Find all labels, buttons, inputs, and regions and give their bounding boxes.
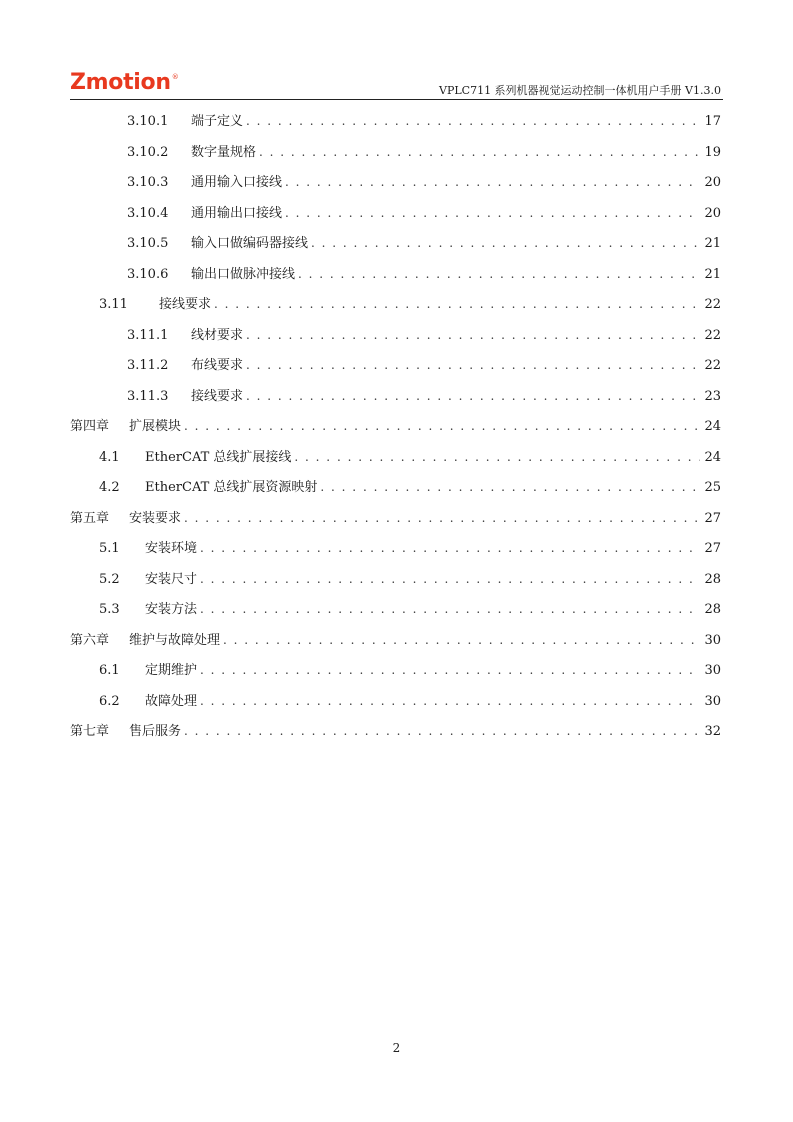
toc-entry-title: 安装尺寸 bbox=[145, 571, 198, 587]
dot-leader bbox=[259, 143, 700, 161]
toc-entry-number: 3.11.2 bbox=[127, 358, 169, 373]
toc-entry-page: 22 bbox=[704, 297, 721, 312]
toc-entry-4-1[interactable] bbox=[99, 448, 721, 466]
toc-entry-3-10-2[interactable] bbox=[127, 143, 721, 161]
toc-entry-number: 3.11.3 bbox=[127, 388, 169, 404]
toc-entry-number: 3.10.5 bbox=[127, 236, 169, 251]
toc-entry-page: 28 bbox=[704, 571, 721, 587]
toc-entry-title: 接线要求 bbox=[159, 297, 212, 312]
toc-entry-3-10-5[interactable] bbox=[127, 234, 721, 252]
toc-entry-number: 3.11.1 bbox=[127, 327, 169, 343]
toc-entry-6-1[interactable] bbox=[99, 661, 721, 679]
toc-entry-title: 安装环境 bbox=[145, 541, 198, 556]
toc-entry-5-1[interactable] bbox=[99, 539, 721, 557]
toc-entry-number: 5.2 bbox=[99, 571, 120, 587]
toc-entry-number: 第五章 bbox=[70, 510, 110, 526]
dot-leader bbox=[200, 661, 700, 679]
toc-entry-page: 28 bbox=[704, 602, 721, 617]
toc-entry-3-10-3[interactable] bbox=[127, 173, 721, 191]
toc-entry-title: 数字量规格 bbox=[191, 144, 257, 160]
toc-entry-3-10-4[interactable] bbox=[127, 204, 721, 222]
toc-entry-chapter-5[interactable] bbox=[70, 509, 721, 527]
dot-leader bbox=[246, 387, 700, 405]
toc-entry-title: 线材要求 bbox=[191, 327, 244, 343]
toc-entry-title: 售后服务 bbox=[129, 724, 182, 739]
toc-entry-chapter-6[interactable] bbox=[70, 631, 721, 649]
dot-leader bbox=[214, 295, 700, 313]
logo-text: Zmotion bbox=[70, 70, 171, 95]
toc-entry-page: 21 bbox=[704, 266, 721, 282]
toc-entry-number: 第六章 bbox=[70, 632, 110, 648]
toc-entry-chapter-4[interactable] bbox=[70, 417, 721, 435]
toc-entry-title: 通用输出口接线 bbox=[191, 205, 283, 221]
toc-entry-title: 维护与故障处理 bbox=[129, 632, 221, 648]
toc-entry-5-3[interactable] bbox=[99, 600, 721, 618]
toc-entry-3-11-2[interactable] bbox=[127, 356, 721, 374]
toc-entry-title: 布线要求 bbox=[191, 358, 244, 373]
dot-leader bbox=[184, 722, 700, 740]
toc-entry-title: 安装方法 bbox=[145, 602, 198, 617]
toc-entry-page: 30 bbox=[704, 693, 721, 709]
zmotion-logo bbox=[70, 70, 178, 95]
toc-entry-page: 23 bbox=[704, 388, 721, 404]
toc-entry-number: 4.2 bbox=[99, 480, 120, 495]
toc-entry-6-2[interactable] bbox=[99, 692, 721, 710]
toc-entry-number: 3.11 bbox=[99, 297, 128, 312]
toc-entry-page: 22 bbox=[704, 327, 721, 343]
registered-mark: ® bbox=[171, 73, 179, 81]
toc-entry-page: 27 bbox=[704, 541, 721, 556]
toc-entry-chapter-7[interactable] bbox=[70, 722, 721, 740]
dot-leader bbox=[184, 417, 700, 435]
toc-entry-number: 3.10.4 bbox=[127, 205, 169, 221]
toc-entry-number: 3.10.1 bbox=[127, 114, 169, 129]
toc-entry-title: 输入口做编码器接线 bbox=[191, 236, 309, 251]
toc-entry-title: 安装要求 bbox=[129, 510, 182, 526]
toc-entry-number: 3.10.3 bbox=[127, 175, 169, 190]
toc-entry-page: 27 bbox=[704, 510, 721, 526]
dot-leader bbox=[285, 173, 700, 191]
page-number: 2 bbox=[392, 1041, 401, 1055]
dot-leader bbox=[298, 265, 700, 283]
toc-entry-number: 3.10.6 bbox=[127, 266, 169, 282]
toc-entry-page: 19 bbox=[704, 144, 721, 160]
toc-entry-page: 30 bbox=[704, 663, 721, 678]
toc-entry-page: 17 bbox=[704, 114, 721, 129]
toc-entry-title: 故障处理 bbox=[145, 693, 198, 709]
toc-entry-title: 端子定义 bbox=[191, 114, 244, 129]
dot-leader bbox=[184, 509, 700, 527]
toc-entry-title: 接线要求 bbox=[191, 388, 244, 404]
toc-entry-title: 定期维护 bbox=[145, 663, 198, 678]
dot-leader bbox=[246, 112, 700, 130]
header-rule bbox=[70, 99, 723, 100]
dot-leader bbox=[294, 448, 700, 466]
toc-entry-title: EtherCAT 总线扩展资源映射 bbox=[145, 480, 318, 495]
toc-entry-3-11-1[interactable] bbox=[127, 326, 721, 344]
toc-entry-page: 30 bbox=[704, 632, 721, 648]
toc-entry-number: 3.10.2 bbox=[127, 144, 169, 160]
toc-entry-page: 32 bbox=[704, 724, 721, 739]
dot-leader bbox=[200, 570, 700, 588]
toc-entry-number: 第四章 bbox=[70, 419, 110, 434]
toc-entry-page: 24 bbox=[704, 449, 721, 465]
dot-leader bbox=[285, 204, 700, 222]
dot-leader bbox=[320, 478, 700, 496]
toc-entry-3-10-6[interactable] bbox=[127, 265, 721, 283]
toc-entry-number: 5.1 bbox=[99, 541, 120, 556]
toc-entry-3-10-1[interactable] bbox=[127, 112, 721, 130]
toc-entry-number: 6.1 bbox=[99, 663, 120, 678]
toc-entry-5-2[interactable] bbox=[99, 570, 721, 588]
toc-entry-number: 5.3 bbox=[99, 602, 120, 617]
dot-leader bbox=[200, 539, 700, 557]
toc-entry-page: 20 bbox=[704, 205, 721, 221]
document-title: VPLC711 系列机器视觉运动控制一体机用户手册 V1.3.0 bbox=[439, 84, 721, 97]
dot-leader bbox=[223, 631, 700, 649]
toc-entry-3-11-3[interactable] bbox=[127, 387, 721, 405]
toc-entry-page: 25 bbox=[704, 480, 721, 495]
dot-leader bbox=[200, 692, 700, 710]
toc-entry-page: 21 bbox=[704, 236, 721, 251]
toc-entry-4-2[interactable] bbox=[99, 478, 721, 496]
dot-leader bbox=[246, 356, 700, 374]
toc-entry-page: 20 bbox=[704, 175, 721, 190]
toc-entry-page: 24 bbox=[704, 419, 721, 434]
toc-entry-number: 第七章 bbox=[70, 724, 110, 739]
toc-entry-page: 22 bbox=[704, 358, 721, 373]
dot-leader bbox=[200, 600, 700, 618]
toc-entry-3-11[interactable] bbox=[99, 295, 721, 313]
toc-entry-title: EtherCAT 总线扩展接线 bbox=[145, 449, 292, 465]
toc-entry-title: 扩展模块 bbox=[129, 419, 182, 434]
toc-entry-title: 通用输入口接线 bbox=[191, 175, 283, 190]
toc-entry-number: 4.1 bbox=[99, 449, 120, 465]
dot-leader bbox=[246, 326, 700, 344]
toc-entry-number: 6.2 bbox=[99, 693, 120, 709]
dot-leader bbox=[311, 234, 700, 252]
toc-entry-title: 输出口做脉冲接线 bbox=[191, 266, 296, 282]
